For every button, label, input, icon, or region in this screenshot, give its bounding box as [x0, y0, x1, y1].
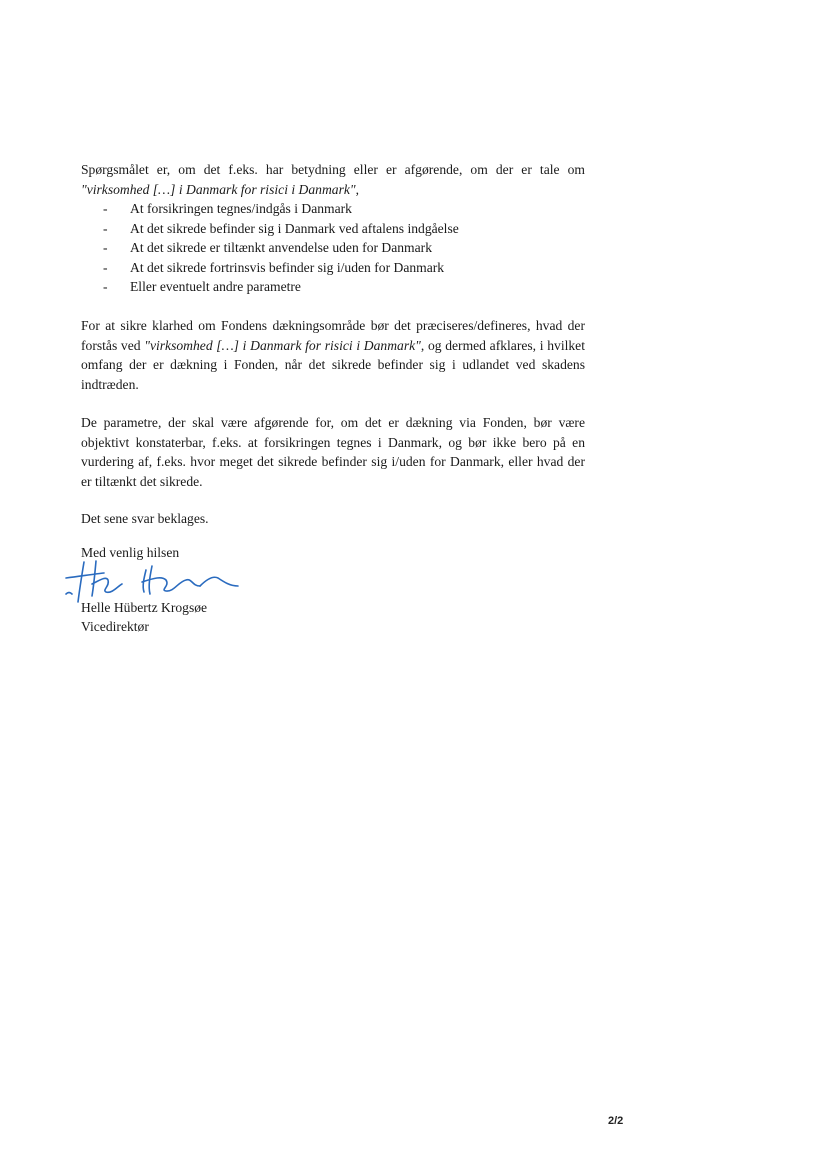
list-item: [81, 238, 585, 258]
clarity-paragraph: [81, 316, 585, 394]
list-item-text: At det sikrede fortrinsvis befinder sig i/uden for Danmark: [130, 259, 445, 275]
criteria-list: [81, 199, 585, 297]
page-number: 2/2: [608, 1115, 624, 1127]
apology-paragraph: Det sene svar beklages.: [81, 511, 209, 526]
question-quote: "virksomhed […] i Danmark for risici i Danmark": [81, 181, 356, 197]
list-dash: -: [103, 279, 108, 294]
signer-name: Helle Hübertz Krogsøe: [81, 600, 208, 615]
list-item: [81, 277, 585, 297]
clarity-text-before: For at sikre klarhed om Fondens dækningsområde bør det præciseres/defineres, hvad der forstås ved: [81, 318, 585, 353]
question-text-after: ,: [355, 181, 360, 197]
question-paragraph: [81, 160, 585, 199]
list-item-text: Eller eventuelt andre parametre: [130, 279, 301, 294]
clarity-quote: "virksomhed […] i Danmark for risici i Danmark": [144, 337, 421, 353]
list-dash: -: [103, 220, 108, 236]
list-dash: -: [103, 240, 108, 255]
list-item-text: At det sikrede befinder sig i Danmark ved aftalens indgåelse: [130, 220, 459, 236]
list-item-text: At det sikrede er tiltænkt anvendelse uden for Danmark: [130, 240, 432, 255]
clarity-text-after: , og dermed afklares, i hvilket omfang der er dækning i Fonden, når det sikrede befinder sig i udlandet ved skadens indtræden.: [81, 337, 585, 392]
list-item-text: At forsikringen tegnes/indgås i Danmark: [130, 201, 352, 216]
list-dash: -: [103, 259, 108, 275]
signature-strokes: [66, 561, 238, 602]
question-text-before: Spørgsmålet er, om det f.eks. har betydning eller er afgørende, om der er tale om: [81, 162, 585, 177]
signer-title: Vicedirektør: [81, 619, 149, 634]
list-item: [81, 258, 585, 278]
list-dash: -: [103, 201, 108, 216]
list-item: [81, 199, 585, 219]
closing-salutation: Med venlig hilsen: [81, 545, 180, 560]
list-item: [81, 219, 585, 239]
parameters-paragraph: De parametre, der skal være afgørende for, om det er dækning via Fonden, bør være objektivt konstaterbar, f.eks. at forsikringen tegnes i Danmark, og bør ikke bero på en vurdering af, f.eks. hvor meget det sikrede befinder sig i/uden for Danmark, eller hvad der er tiltænkt det sikrede.: [81, 415, 585, 489]
